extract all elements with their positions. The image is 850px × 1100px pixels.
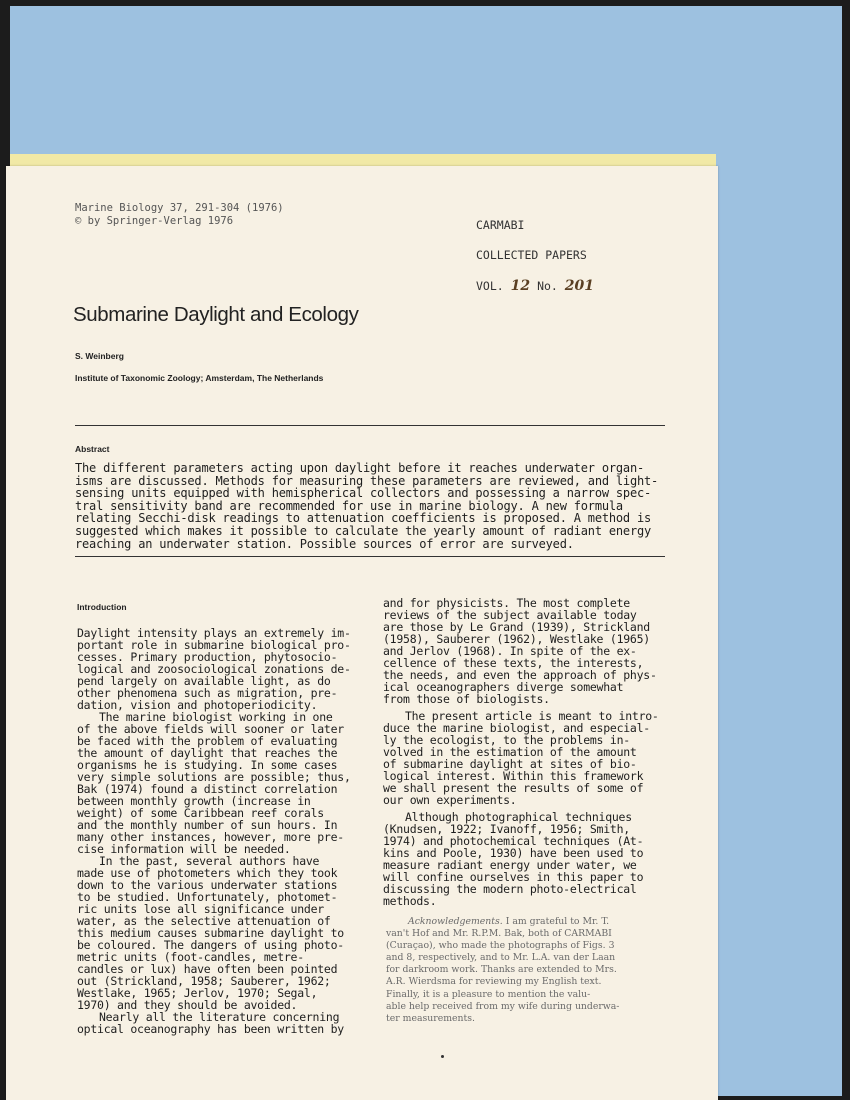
ack-label: Acknowledgements. xyxy=(408,916,503,927)
text-line: volved in the estimation of the amount xyxy=(383,745,637,759)
text-line: and the monthly number of sun hours. In xyxy=(77,818,338,832)
text-line: (1958), Sauberer (1962), Westlake (1965) xyxy=(383,632,650,646)
text-line: logical and zoosociological zonations de- xyxy=(77,662,351,676)
abstract-line: suggested which makes it possible to calculate the yearly amount of radiant energy xyxy=(75,523,652,538)
abstract-line: isms are discussed. Methods for measuring these parameters are reviewed, and light- xyxy=(75,473,659,488)
text-line: portant role in submarine biological pro- xyxy=(77,638,351,652)
text-line: metric units (foot-candles, metre- xyxy=(77,950,304,964)
text-line: (Knudsen, 1922; Ivanoff, 1956; Smith, xyxy=(383,822,630,836)
text-line: cellence of these texts, the interests, xyxy=(383,656,644,670)
text-line: and Jerlov (1968). In spite of the ex- xyxy=(383,644,637,658)
divider-bottom xyxy=(75,556,665,557)
no-label: No. xyxy=(537,279,558,293)
text-line: methods. xyxy=(383,894,437,908)
vol-number-handwritten: 12 xyxy=(510,278,531,294)
text-line: made use of photometers which they took xyxy=(77,866,338,880)
text-line: cise information will be needed. xyxy=(77,842,291,856)
text-line: The marine biologist working in one xyxy=(99,710,333,724)
no-number-handwritten: 201 xyxy=(564,278,595,294)
text-line: other phenomena such as migration, pre- xyxy=(77,686,338,700)
text-line: dation, vision and photoperiodicity. xyxy=(77,698,318,712)
text-line: the needs, and even the approach of phys- xyxy=(383,668,657,682)
ack-line: and 8, respectively, and to Mr. L.A. van der Laan xyxy=(386,952,616,964)
citation-line: Marine Biology 37, 291-304 (1976) xyxy=(75,202,284,214)
ack-line: for darkroom work. Thanks are extended to Mrs. xyxy=(386,964,617,976)
abstract-line: reaching an underwater station. Possible sources of error are surveyed. xyxy=(75,536,574,551)
author-name: S. Weinberg xyxy=(75,351,124,361)
text-line: out (Strickland, 1958; Sauberer, 1962; xyxy=(77,974,331,988)
ack-line: van't Hof and Mr. R.P.M. Bak, both of CARMABI xyxy=(386,928,612,940)
text-line: The present article is meant to intro- xyxy=(405,709,659,723)
text-line: kins and Poole, 1930) have been used to xyxy=(383,846,644,860)
abstract-line: sensing units equipped with hemispherical collectors and possessing a narrow spec- xyxy=(75,486,652,501)
abstract-line: relating Secchi-disk readings to attenuation coefficients is proposed. A method is xyxy=(75,511,652,526)
text-line: reviews of the subject available today xyxy=(383,608,637,622)
text-line: logical interest. Within this framework xyxy=(383,769,644,783)
text-line: 1970) and they should be avoided. xyxy=(77,998,298,1012)
column-left xyxy=(77,627,377,1035)
text-line: discussing the modern photo-electrical xyxy=(383,882,637,896)
text-line: are those by Le Grand (1939), Strickland xyxy=(383,620,650,634)
divider-top xyxy=(75,425,665,426)
text-line: ical oceanographers diverge somewhat xyxy=(383,680,624,694)
text-line: of submarine daylight at sites of bio- xyxy=(383,757,637,771)
text-line: this medium causes submarine daylight to xyxy=(77,926,344,940)
text-line: our own experiments. xyxy=(383,793,517,807)
abstract-line: tral sensitivity band are recommended for use in marine biology. A new formula xyxy=(75,498,623,513)
text-line: very simple solutions are possible; thus, xyxy=(77,770,351,784)
citation-line: © by Springer-Verlag 1976 xyxy=(75,215,234,227)
abstract-text xyxy=(75,462,675,550)
text-line: In the past, several authors have xyxy=(99,854,320,868)
ack-first-line xyxy=(386,916,676,928)
ack-line: ter measurements. xyxy=(386,1012,475,1024)
ack-line: I am grateful to Mr. T. xyxy=(505,916,610,927)
carmabi-stamp xyxy=(476,218,594,308)
ack-line: able help received from my wife during underwa- xyxy=(386,1000,620,1012)
text-line: to be studied. Unfortunately, photomet- xyxy=(77,890,338,904)
text-line: pend largely on available light, as do xyxy=(77,674,331,688)
text-line: duce the marine biologist, and especial- xyxy=(383,721,650,735)
text-line: we shall present the results of some of xyxy=(383,781,644,795)
text-line: cesses. Primary production, phytosocio- xyxy=(77,650,338,664)
ack-line: Finally, it is a pleasure to mention the valu- xyxy=(386,988,591,1000)
text-line: ric units lose all significance under xyxy=(77,902,324,916)
text-line: of the above fields will sooner or later xyxy=(77,722,344,736)
text-line: water, as the selective attenuation of xyxy=(77,914,331,928)
text-line: measure radiant energy under water, we xyxy=(383,858,637,872)
text-line: between monthly growth (increase in xyxy=(77,794,311,808)
journal-citation xyxy=(75,202,284,228)
text-line: many other instances, however, more pre- xyxy=(77,830,344,844)
text-line: Although photographical techniques xyxy=(405,810,632,824)
stamp-volume-line xyxy=(476,278,594,308)
text-line: be faced with the problem of evaluating xyxy=(77,734,338,748)
ack-line: A.R. Wierdsma for reviewing my English text. xyxy=(386,976,602,988)
text-line: be coloured. The dangers of using photo- xyxy=(77,938,344,952)
text-line: Westlake, 1965; Jerlov, 1970; Segal, xyxy=(77,986,318,1000)
page-speck xyxy=(441,1055,444,1058)
text-line: weight) of some Caribbean reef corals xyxy=(77,806,324,820)
abstract-line: The different parameters acting upon daylight before it reaches underwater organ- xyxy=(75,461,644,475)
text-line: candles or lux) have often been pointed xyxy=(77,962,338,976)
text-line: Daylight intensity plays an extremely im- xyxy=(77,626,351,640)
text-line: from those of biologists. xyxy=(383,692,550,706)
text-line: Nearly all the literature concerning xyxy=(99,1010,340,1024)
column-right xyxy=(383,597,683,907)
text-line: down to the various underwater stations xyxy=(77,878,338,892)
author-institution: Institute of Taxonomic Zoology; Amsterdam, The Netherlands xyxy=(75,373,324,383)
acknowledgements xyxy=(386,916,676,1025)
paper-title: Submarine Daylight and Ecology xyxy=(73,303,359,326)
introduction-heading: Introduction xyxy=(77,602,127,612)
stamp-line-1: CARMABI xyxy=(476,218,525,232)
text-line: will confine ourselves in this paper to xyxy=(383,870,644,884)
vol-label: VOL. xyxy=(476,279,504,293)
text-line: ly the ecologist, to the problems in- xyxy=(383,733,630,747)
ack-line: (Curaçao), who made the photographs of Figs. 3 xyxy=(386,940,615,952)
text-line: 1974) and photochemical techniques (At- xyxy=(383,834,644,848)
stamp-line-2: COLLECTED PAPERS xyxy=(476,248,587,262)
text-line: Bak (1974) found a distinct correlation xyxy=(77,782,338,796)
text-line: optical oceanography has been written by xyxy=(77,1022,344,1036)
text-line: the amount of daylight that reaches the xyxy=(77,746,338,760)
text-line: and for physicists. The most complete xyxy=(383,596,630,610)
abstract-heading: Abstract xyxy=(75,444,110,454)
text-line: organisms he is studying. In some cases xyxy=(77,758,338,772)
